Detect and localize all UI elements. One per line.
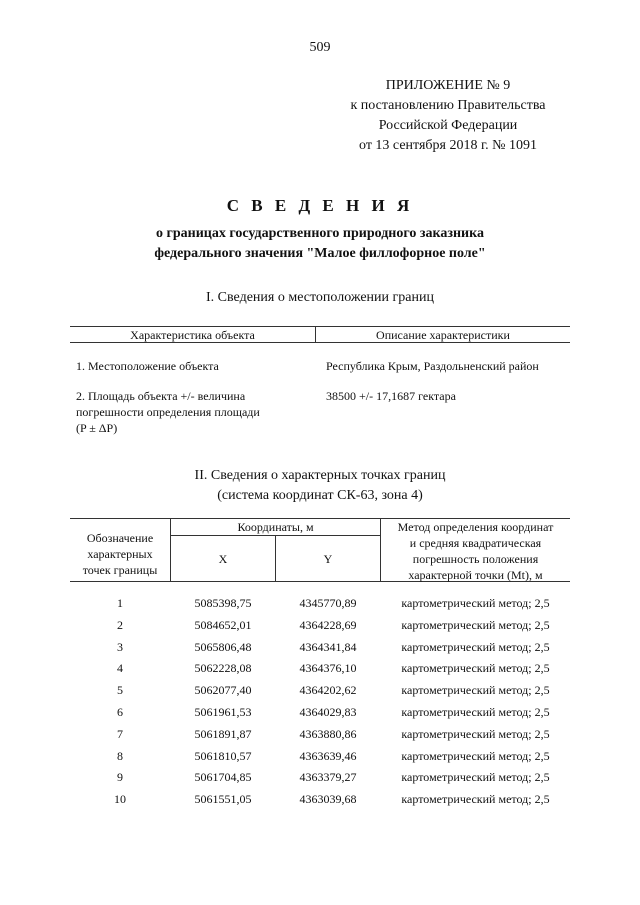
- table1-row2-value: 38500 +/- 17,1687 гектара: [326, 389, 456, 403]
- point-number: 9: [117, 770, 123, 784]
- coord-x: 5061551,05: [194, 792, 252, 806]
- method-value: картометрический метод; 2,5: [401, 596, 550, 610]
- section-2-heading: [0, 466, 640, 506]
- method-value: картометрический метод; 2,5: [401, 683, 550, 697]
- coord-y: 4363880,86: [299, 727, 357, 741]
- document-subtitle: [0, 224, 640, 264]
- document-title: С В Е Д Е Н И Я: [226, 196, 414, 215]
- point-number: 2: [117, 618, 123, 632]
- coord-y: 4364029,83: [299, 705, 357, 719]
- method-header-line-3: погрешность положения: [412, 552, 539, 566]
- point-header-line-2: характерных: [87, 547, 153, 561]
- point-header-line-3: точек границы: [82, 563, 158, 577]
- coord-x: 5084652,01: [194, 618, 252, 632]
- method-header-line-4: характерной точки (Mt), м: [408, 568, 543, 582]
- coord-x: 5061810,57: [194, 749, 252, 763]
- coord-x: 5085398,75: [194, 596, 252, 610]
- section-1-heading: I. Сведения о местоположении границ: [206, 290, 434, 305]
- table1-row1-label: 1. Местоположение объекта: [76, 359, 219, 373]
- coord-x: 5062077,40: [194, 683, 252, 697]
- appendix-block: [318, 76, 578, 156]
- coord-y: 4364376,10: [299, 661, 357, 675]
- point-number: 10: [114, 792, 126, 806]
- method-value: картометрический метод; 2,5: [401, 705, 550, 719]
- coord-y: 4363639,46: [299, 749, 357, 763]
- point-number: 7: [117, 727, 123, 741]
- subtitle-line-1: о границах государственного природного заказника: [156, 226, 484, 241]
- point-header-line-1: Обозначение: [86, 531, 154, 545]
- point-number: 4: [117, 661, 123, 675]
- table1-row2-label-line-1: 2. Площадь объекта +/- величина: [76, 389, 246, 403]
- method-header-line-2: и средняя квадратическая: [409, 536, 542, 550]
- appendix-line-4: от 13 сентября 2018 г. № 1091: [359, 138, 537, 153]
- subtitle-line-2: федерального значения "Малое филлофорное поле": [154, 246, 486, 261]
- appendix-line-3: Российской Федерации: [378, 118, 518, 133]
- table2-x-header: X: [218, 552, 228, 566]
- coord-x: 5065806,48: [194, 640, 252, 654]
- point-number: 8: [117, 749, 123, 763]
- section-2-heading-line-2: (система координат СК-63, зона 4): [217, 488, 423, 503]
- table1-row2-label-line-2: погрешности определения площади: [76, 405, 260, 419]
- table1-row2-label: [76, 388, 311, 436]
- coord-y: 4364228,69: [299, 618, 357, 632]
- point-number: 3: [117, 640, 123, 654]
- table2-point-header: [70, 530, 170, 578]
- method-value: картометрический метод; 2,5: [401, 640, 550, 654]
- coord-y: 4363039,68: [299, 792, 357, 806]
- point-number: 1: [117, 596, 123, 610]
- page-number: 509: [309, 40, 331, 55]
- appendix-line-2: к постановлению Правительства: [350, 98, 546, 113]
- method-value: картометрический метод; 2,5: [401, 792, 550, 806]
- appendix-line-1: ПРИЛОЖЕНИЕ № 9: [385, 78, 511, 93]
- table1-row1-value: Республика Крым, Раздольненский район: [326, 359, 539, 373]
- section-2-heading-line-1: II. Сведения о характерных точках границ: [194, 468, 446, 483]
- point-number: 6: [117, 705, 123, 719]
- coord-x: 5061961,53: [194, 705, 252, 719]
- method-value: картометрический метод; 2,5: [401, 749, 550, 763]
- coord-x: 5062228,08: [194, 661, 252, 675]
- coord-y: 4364202,62: [299, 683, 357, 697]
- method-value: картометрический метод; 2,5: [401, 727, 550, 741]
- method-header-line-1: Метод определения координат: [397, 520, 554, 534]
- table1-col2-header: Описание характеристики: [376, 328, 510, 342]
- table1-col1-header: Характеристика объекта: [130, 328, 255, 342]
- method-value: картометрический метод; 2,5: [401, 661, 550, 675]
- table2-y-header: Y: [323, 552, 333, 566]
- table2-method-header: [381, 519, 570, 583]
- coord-y: 4345770,89: [299, 596, 357, 610]
- table1-row2-label-line-3: (P ± ΔP): [76, 421, 118, 435]
- table2-coords-header: Координаты, м: [237, 520, 314, 534]
- coord-x: 5061704,85: [194, 770, 252, 784]
- method-value: картометрический метод; 2,5: [401, 618, 550, 632]
- coord-y: 4364341,84: [299, 640, 357, 654]
- coord-y: 4363379,27: [299, 770, 357, 784]
- method-value: картометрический метод; 2,5: [401, 770, 550, 784]
- point-number: 5: [117, 683, 123, 697]
- coord-x: 5061891,87: [194, 727, 252, 741]
